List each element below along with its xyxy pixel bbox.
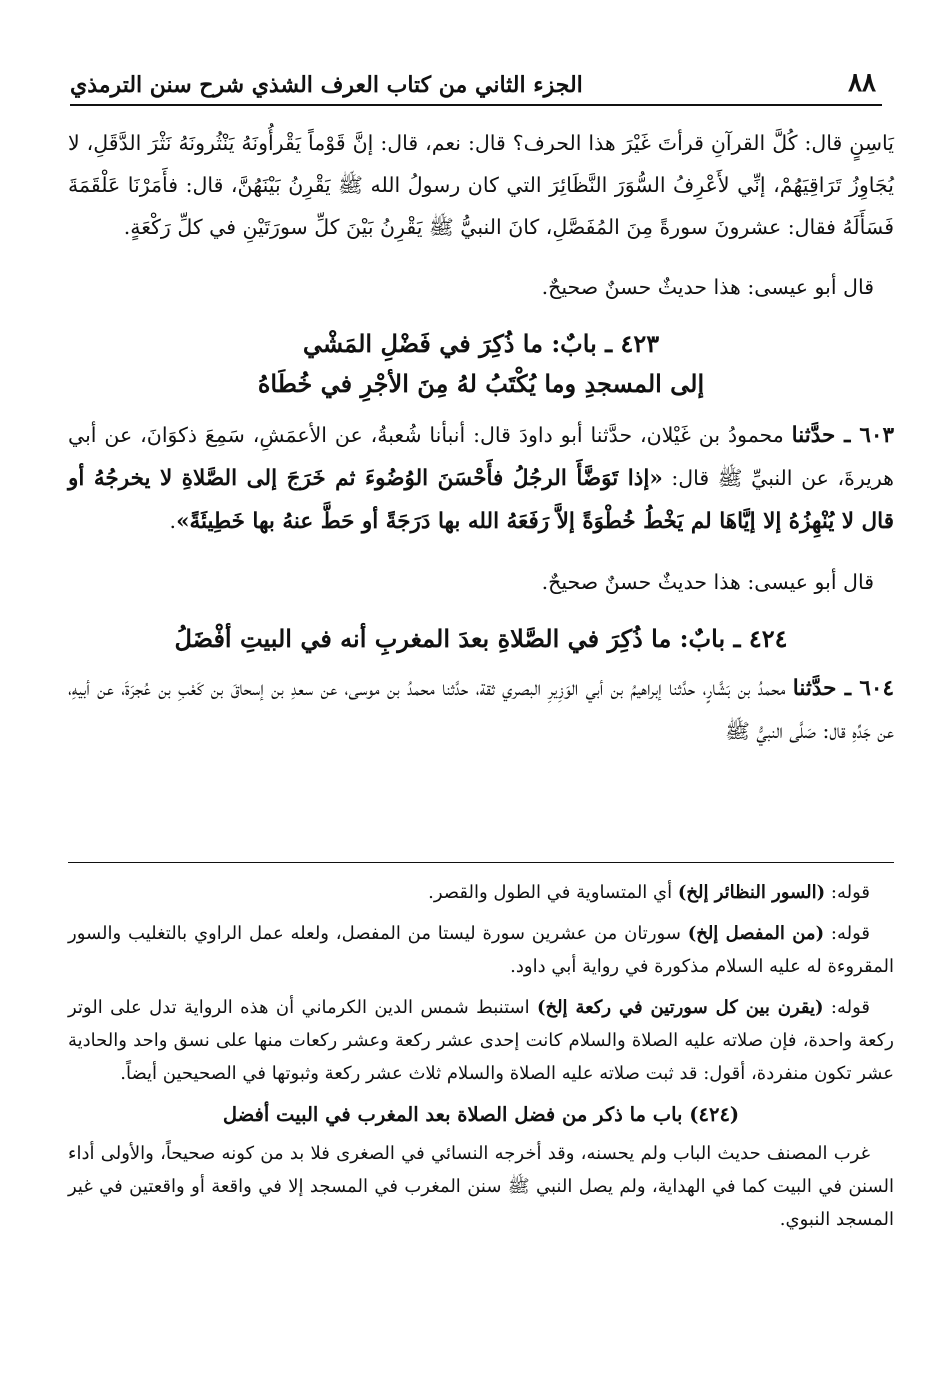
chapter-423-line-2: إلى المسجدِ وما يُكْتَبُ لهُ مِنَ الأجْرِ في خُطَاهُ <box>257 369 705 398</box>
hadith-603-label: ٦٠٣ ـ حدَّثنا <box>791 423 894 448</box>
main-text <box>68 122 894 752</box>
chapter-424-heading: ٤٢٤ ـ بابٌ: ما ذُكِرَ في الصَّلاةِ بعدَ المغربِ أنه في البيتِ أفْضَلُ <box>174 624 788 653</box>
hadith-603-text: «إذا تَوَضَّأَ الرجُلُ فأَحْسَنَ الوُضُوءَ ثم خَرَجَ إلى الصَّلاةِ لا يخرجُهُ أو قال لا يُنْهِزُهُ إلا إيَّاهَا لم يَخْطُ خُطْوَةً إلاَّ رَفَعَهُ الله بها دَرَجَةً أو حَطَّ عنهُ بها خَطِيئَةً» <box>68 466 894 534</box>
chapter-423-heading <box>68 324 894 404</box>
commentary-notes <box>68 876 894 1244</box>
note-3-prefix: قوله: <box>823 997 870 1018</box>
page-number: ٨٨ <box>848 68 876 98</box>
hadith-603 <box>68 414 894 543</box>
note-3-text: استنبط شمس الدين الكرماني أن هذه الرواية تدل على الوتر ركعة واحدة، فإن صلاته عليه الصلاة والسلام كانت إحدى عشر ركعة وعشر ركعات منها على نسق واحد والحادية عشر تكون منفردة، أقول: قد ثبت صلاته عليه الصلاة والسلام ثلاث عشر ركعة وثبوتها في الصحيحين أيضاً. <box>68 997 894 1084</box>
note-1 <box>68 876 894 909</box>
hadith-continuation: يَاسِنٍ قال: كُلَّ القرآنِ قرأتَ غَيْرَ هذا الحرف؟ قال: نعم، قال: إنَّ قَوْماً يَقْرأُونَهُ يَنْثُرونَهُ نَثْرَ الدَّقَلِ، لا يُجَاوِزُ تَرَاقِيَهُمْ، إنِّي لأَعْرِفُ السُّوَرَ النَّظَائِرَ التي كان رسولُ الله ﷺ يَقْرِنُ بَيْنَهُنَّ، قال: فأَمَرْنَا عَلْقَمَةَ فَسَأَلَهُ فقال: عشرونَ سورةً مِنَ المُفَصَّلِ، كانَ النبيُّ ﷺ يَقْرِنُ بَيْنَ كلِّ سورَتَيْنِ في كلِّ رَكْعَةٍ. <box>68 131 894 239</box>
note-1-text: أي المتساوية في الطول والقصر. <box>428 882 678 903</box>
note-3 <box>68 991 894 1090</box>
note-1-prefix: قوله: <box>825 882 870 903</box>
verdict-2: قال أبو عيسى: هذا حديثٌ حسنٌ صحيحٌ. <box>541 570 874 594</box>
note-4: غرب المصنف حديث الباب ولم يحسنه، وقد أخرجه النسائي في الصغرى فلا بد من كونه صحيحاً، والأولى أداء السنن في البيت كما في الهداية، ولم يصل النبي ﷺ سنن المغرب في المسجد إلا في واقعة أو واقعتين في غير المسجد النبوي. <box>68 1143 894 1230</box>
chapter-423-line-1: ٤٢٣ ـ بابٌ: ما ذُكِرَ في فَضْلِ المَشْي <box>302 329 660 358</box>
note-2-quote: (من المفصل إلخ) <box>687 923 825 944</box>
running-title: الجزء الثاني من كتاب العرف الشذي شرح سنن الترمذي <box>70 72 583 98</box>
page-header <box>70 62 882 106</box>
footnote-divider <box>68 862 894 863</box>
hadith-604 <box>68 667 894 752</box>
hadith-604-label: ٦٠٤ ـ حدَّثنا <box>792 676 894 701</box>
notes-chapter-heading: (٤٢٤) باب ما ذكر من فضل الصلاة بعد المغرب في البيت أفضل <box>222 1103 740 1126</box>
hadith-604-chain: محمدُ بن بَشَّارٍ، حدَّثنا إبراهيمُ بن أبي الوَزِيرِ البصري ثقة، حدَّثنا محمدُ بن موسى، عن سعدِ بن إسحاقَ بن كَعْبِ بن عُجرَةَ، عن أبيهِ، عن جَدِّهِ قال: صَلَّى النبيُّ ﷺ <box>68 676 894 743</box>
verdict-1: قال أبو عيسى: هذا حديثٌ حسنٌ صحيحٌ. <box>541 275 874 299</box>
note-2 <box>68 917 894 983</box>
note-2-prefix: قوله: <box>824 923 870 944</box>
note-3-quote: (يقرن بين كل سورتين في ركعة إلخ) <box>536 997 824 1018</box>
hadith-603-end: . <box>169 509 177 533</box>
hadith-603-chain: محمودُ بن غَيْلان، حدَّثنا أبو داودَ قال: أنبأنا شُعبةُ، عن الأعمَشِ، سَمِعَ ذكوَانَ، عن أبي هريرةَ، عن النبيِّ ﷺ قال: <box>68 423 894 490</box>
note-1-quote: (السور النظائر إلخ) <box>677 882 826 903</box>
note-2-text: سورتان من عشرين سورة ليستا من المفصل، ولعله عمل الراوي بالتغليب والسور المقروءة له عليه السلام مذكورة في رواية أبي داود. <box>68 923 894 977</box>
